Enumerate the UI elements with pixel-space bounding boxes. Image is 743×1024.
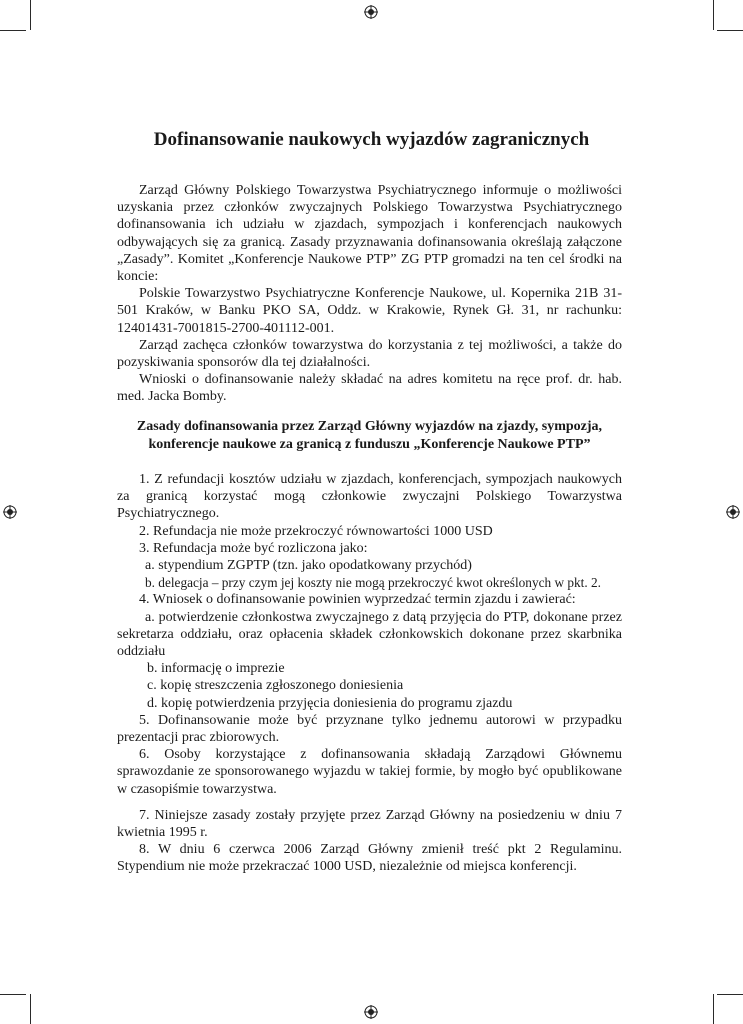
rule-item: 2. Refundacja nie może przekroczyć równowartości 1000 USD <box>139 523 493 539</box>
registration-mark-icon <box>3 505 17 519</box>
rule-subitem: a. stypendium ZGPTP (tzn. jako opodatkowany przychód) <box>145 558 472 574</box>
rule-item: 4. Wniosek o dofinansowanie powinien wyprzedzać termin zjazdu i zawierać: <box>139 592 576 608</box>
rule-subitem: a. potwierdzenie członkostwa zwyczajnego z datą przyjęcia do PTP, dokonane przez sekretarza oddziału, oraz opłacenia składek członkowskich dokonane przez skarbnika oddziału <box>117 609 622 660</box>
crop-mark <box>0 994 26 995</box>
registration-mark-icon <box>364 5 378 19</box>
rule-subitem: d. kopię potwierdzenia przyjęcia doniesienia do programu zjazdu <box>147 695 513 711</box>
rules-list <box>117 471 622 876</box>
page-title: Dofinansowanie naukowych wyjazdów zagranicznych <box>153 129 590 150</box>
crop-mark <box>0 30 26 31</box>
paragraph: Wnioski o dofinansowanie należy składać na adres komitetu na ręce prof. dr. hab. med. Jacka Bomby. <box>117 372 622 405</box>
paragraph: Zarząd zachęca członków towarzystwa do korzystania z tej możliwości, a także do pozyskiwania sponsorów dla tej działalności. <box>117 337 622 371</box>
rule-subitem: b. delegacja – przy czym jej koszty nie mogą przekroczyć kwot określonych w pkt. 2. <box>145 575 602 591</box>
paragraph: Polskie Towarzystwo Psychiatryczne Konferencje Naukowe, ul. Kopernika 21B 31-501 Kraków, w Banku PKO SA, Oddz. w Krakowie, Rynek Gł. 31, nr rachunku: 12401431-7001815-2700-401112-001. <box>117 286 622 336</box>
paragraph: Zarząd Główny Polskiego Towarzystwa Psychiatrycznego informuje o możliwości uzyskania przez członków zwyczajnych Polskiego Towarzystwa Psychiatrycznego dofinansowania ich udziału w zjazdach, sympozjach i konferencjach naukowych odbywających się za granicą. Zasady przyznawania dofinansowania określają załączone „Zasady”. Komitet „Konferencje Naukowe PTP” ZG PTP gromadzi na ten cel środki na koncie: <box>117 183 622 285</box>
rule-item: 8. W dniu 6 czerwca 2006 Zarząd Główny zmienił treść pkt 2 Regulaminu. Stypendium nie może przekraczać 1000 USD, niezależnie od miejsca konferencji. <box>117 842 622 875</box>
rule-item: 1. Z refundacji kosztów udziału w zjazdach, konferencjach, sympozjach naukowych za granicą korzystać mogą członkowie zwyczajni Polskiego Towarzystwa Psychiatrycznego. <box>117 472 622 522</box>
crop-mark <box>713 0 714 30</box>
crop-mark <box>30 994 31 1024</box>
rules-title: Zasady dofinansowania przez Zarząd Główny wyjazdów na zjazdy, sympozja, konferencje naukowe za granicą z funduszu „Konferencje Naukowe PTP” <box>136 419 603 452</box>
crop-mark <box>30 0 31 30</box>
intro-section <box>117 182 622 406</box>
rule-subitem: c. kopię streszczenia zgłoszonego doniesienia <box>147 678 404 694</box>
crop-mark <box>717 994 743 995</box>
rule-subitem: b. informację o imprezie <box>147 661 285 677</box>
crop-mark <box>717 30 743 31</box>
crop-mark <box>713 994 714 1024</box>
rule-item: 3. Refundacja może być rozliczona jako: <box>139 540 368 556</box>
rule-item: 6. Osoby korzystające z dofinansowania składają Zarządowi Głównemu sprawozdanie ze sponsorowanego wyjazdu w takiej formie, by mogło być opublikowane w czasopiśmie towarzystwa. <box>117 747 622 797</box>
registration-mark-icon <box>364 1005 378 1019</box>
registration-mark-icon <box>726 505 740 519</box>
rule-item: 7. Niniejsze zasady zostały przyjęte przez Zarząd Główny na posiedzeniu w dniu 7 kwietnia 1995 r. <box>117 807 622 841</box>
rule-item: 5. Dofinansowanie może być przyznane tylko jednemu autorowi w przypadku prezentacji prac zbiorowych. <box>117 712 622 746</box>
